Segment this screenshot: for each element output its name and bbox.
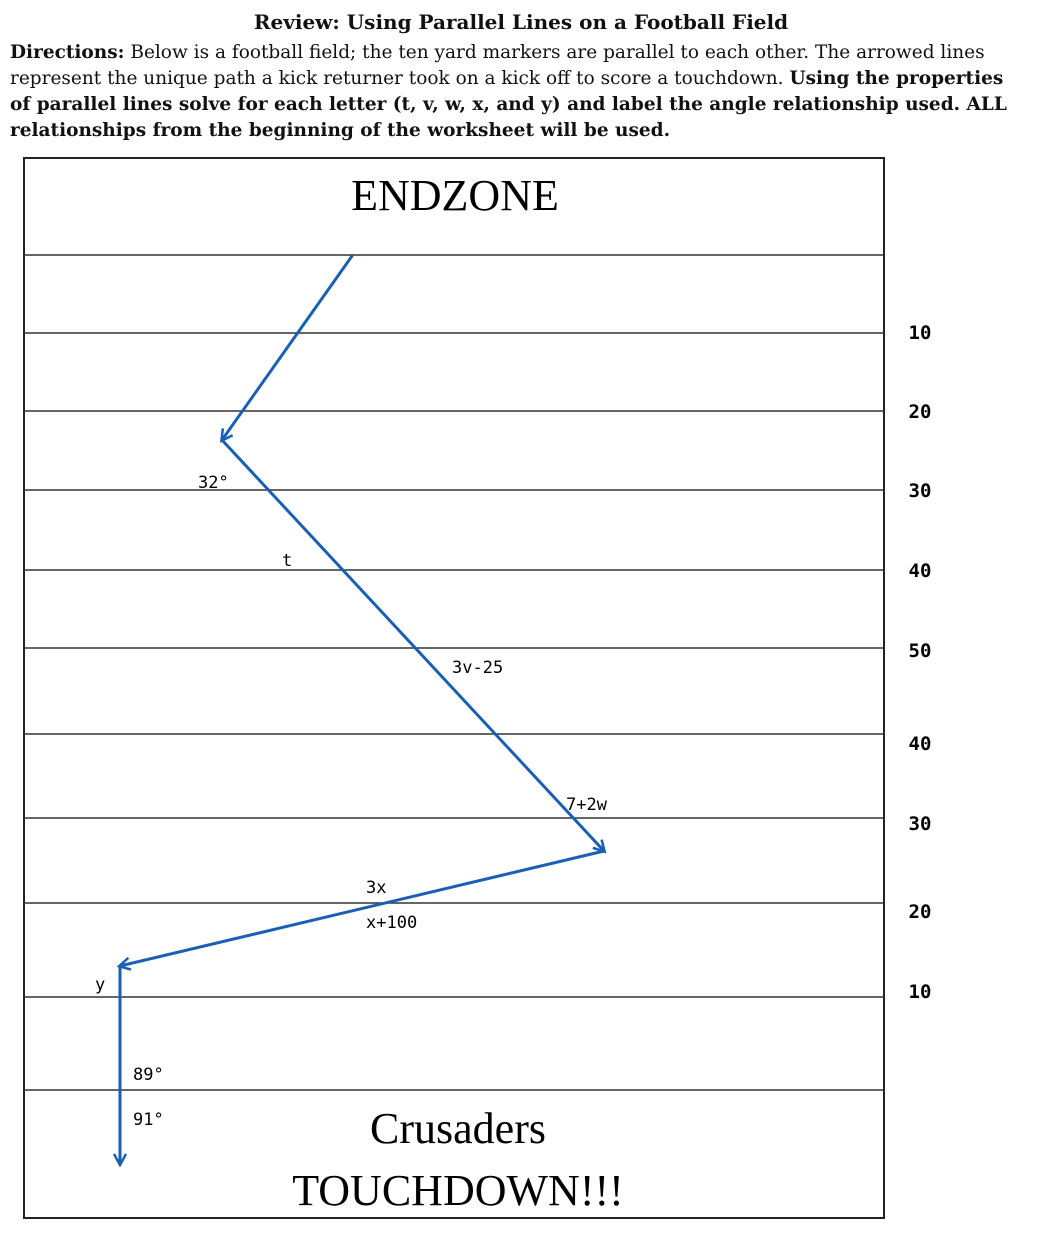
bottom-team-label: Crusaders bbox=[370, 1104, 546, 1153]
directions-label: Directions: bbox=[10, 42, 125, 63]
top-endzone-label: ENDZONE bbox=[351, 171, 559, 220]
yard-marker-20: 20 bbox=[908, 401, 932, 423]
path-segment-2 bbox=[222, 440, 604, 851]
path-segment-3 bbox=[120, 851, 604, 966]
yard-marker-40b: 40 bbox=[908, 733, 932, 755]
bottom-touchdown-label: TOUCHDOWN!!! bbox=[292, 1166, 624, 1215]
path-segment-1 bbox=[222, 256, 352, 440]
yard-marker-10: 10 bbox=[908, 322, 932, 344]
angle-w: 7+2w bbox=[566, 795, 607, 815]
worksheet-title: Review: Using Parallel Lines on a Football Field bbox=[253, 10, 789, 34]
yard-marker-50: 50 bbox=[908, 640, 932, 662]
angle-91: 91° bbox=[133, 1110, 164, 1130]
directions-text: Below is a football field; the ten yard markers are parallel to each other. The arrowed lines represent the unique path a kick returner took on a kick off to score a touchdown. bbox=[10, 42, 985, 89]
returner-path bbox=[120, 256, 604, 1164]
angle-v: 3v-25 bbox=[452, 658, 504, 678]
angle-x1: 3x bbox=[366, 878, 387, 898]
directions-instructions: Using the properties of parallel lines solve for each letter (t, v, w, x, and y) and label the angle relationship used. ALL relationships from the beginning of the worksheet will be used. bbox=[10, 68, 1007, 141]
yard-marker-30b: 30 bbox=[908, 813, 932, 835]
angle-32: 32° bbox=[198, 473, 229, 493]
yard-marker-20b: 20 bbox=[908, 901, 932, 923]
yard-marker-40: 40 bbox=[908, 560, 932, 582]
angle-t: t bbox=[282, 551, 293, 571]
yard-marker-10b: 10 bbox=[908, 981, 932, 1003]
angle-89: 89° bbox=[133, 1065, 164, 1085]
yard-marker-30: 30 bbox=[908, 480, 932, 502]
angle-y: y bbox=[95, 975, 106, 995]
angle-x2: x+100 bbox=[366, 913, 418, 933]
